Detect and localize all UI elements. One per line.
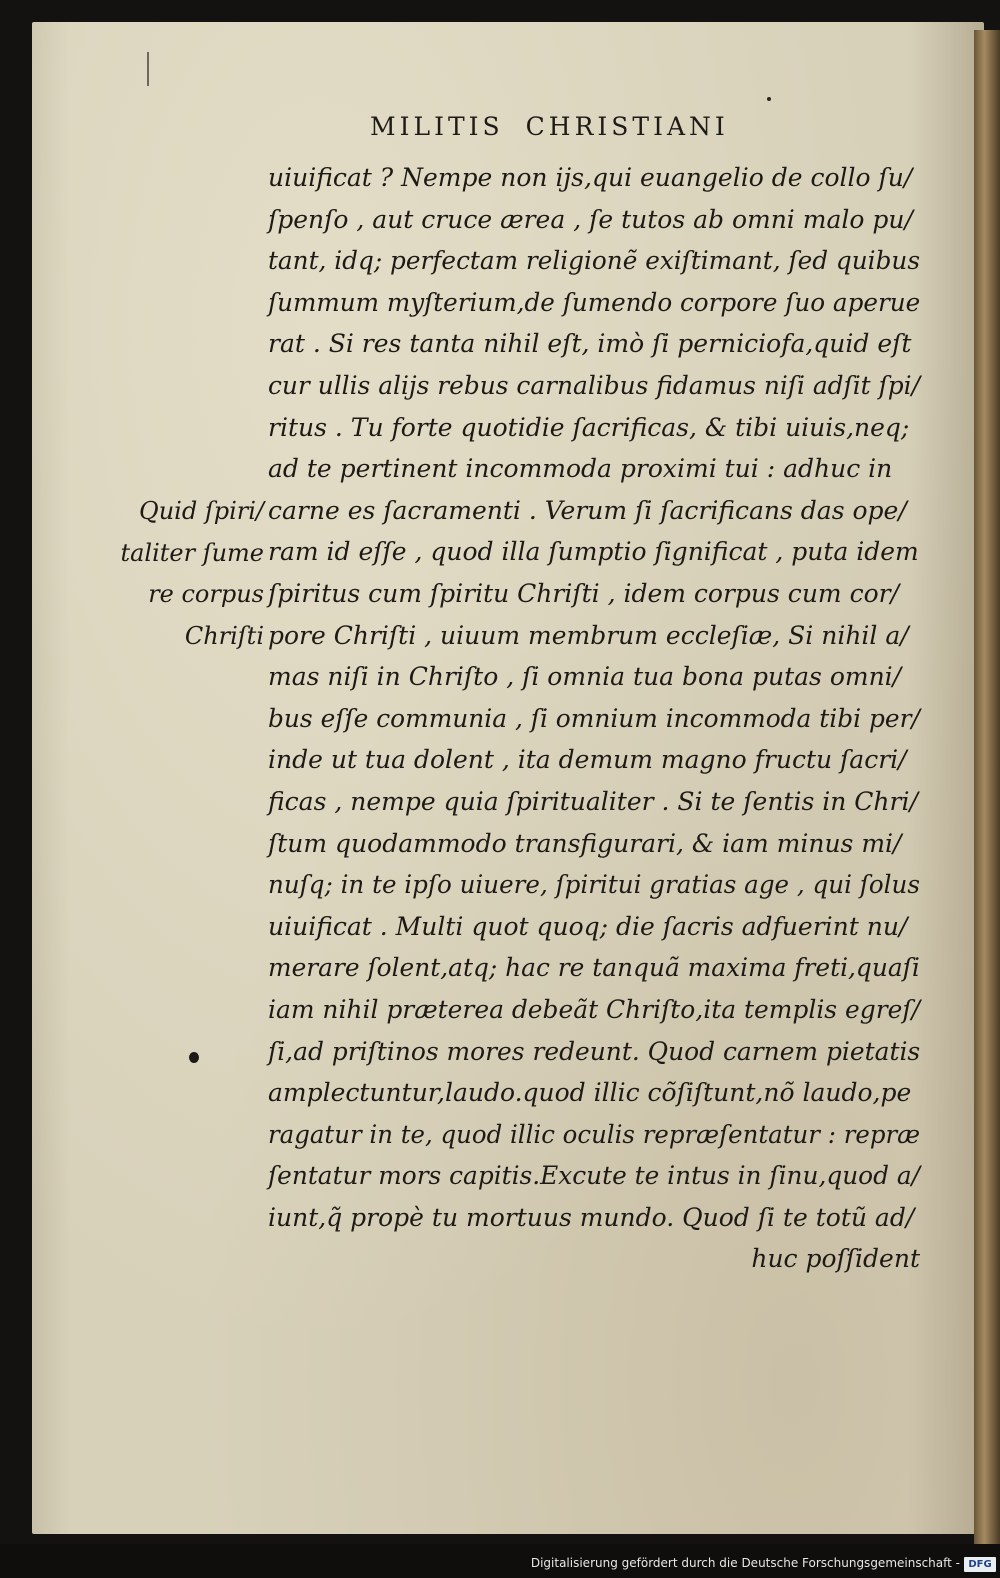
body-line: ſpenſo , aut cruce ærea , ſe tutos ab omni malo pu/ (268, 204, 913, 234)
footer-credit: Digitalisierung gefördert durch die Deutsche Forschungsgemeinschaft - (530, 1556, 960, 1570)
body-line: ſentatur mors capitis.Excute te intus in ſinu,quod a/ (268, 1161, 921, 1191)
gloss-line: Chriſti (184, 621, 264, 650)
body-line: ragatur in te, quod illic oculis repræſentatur : repræ (268, 1119, 921, 1149)
body-line: ſtum quodammodo transfigurari, & iam minus mi/ (268, 828, 902, 858)
body-line: ram id eſſe , quod illa ſumptio ſignificat , puta idem (268, 537, 919, 567)
digitization-footer (0, 1544, 1000, 1578)
gloss-line: taliter ſume (120, 538, 264, 567)
ink-speck (767, 97, 771, 101)
body-line: ficas , nempe quia ſpiritualiter . Si te ſentis in Chri/ (268, 787, 918, 816)
body-line: carne es ſacramenti . Verum ſi ſacrificans das ope/ (268, 495, 907, 525)
body-line: merare ſolent,atq; hac re tanquã maxima freti,quaſi (268, 953, 920, 983)
body-line: amplectuntur,laudo.quod illic cõſiſtunt,nõ laudo,pe (268, 1078, 912, 1108)
running-head (370, 112, 729, 141)
margin-mark (147, 52, 149, 86)
body-line: ſpiritus cum ſpiritu Chriſti , idem corpus cum cor/ (268, 579, 899, 608)
gloss-line: re corpus (148, 580, 264, 609)
body-line: pore Chriſti , uiuum membrum eccleſiæ, Si nihil a/ (268, 620, 909, 650)
dfg-logo: DFG (964, 1557, 996, 1572)
body-line-last: huc poſſident (751, 1244, 920, 1273)
body-line: ad te pertinent incommoda proximi tui : adhuc in (268, 454, 893, 484)
body-line: cur ullis alijs rebus carnalibus fidamus niſi adſit ſpi/ (268, 371, 921, 400)
body-line: ritus . Tu forte quotidie ſacrificas, & tibi uiuis,neq; (268, 412, 910, 442)
body-line: ſi,ad priſtinos mores redeunt. Quod carnem pietatis (268, 1036, 921, 1066)
book-gutter (974, 30, 1000, 1570)
body-line: rat . Si res tanta nihil eſt, imò ſi perniciofa,quid eſt (268, 329, 912, 359)
body-line: mas niſi in Chriſto , ſi omnia tua bona putas omni/ (268, 662, 902, 692)
running-head-word-1: MILITIS (370, 112, 504, 141)
body-line: bus eſſe communia , ſi omnium incommoda tibi per/ (268, 703, 920, 733)
running-head-word-2: CHRISTIANI (525, 112, 729, 141)
body-line: tant, idq; perfectam religionẽ exiſtimant, ſed quibus (268, 246, 921, 276)
body-line: uiuificat . Multi quot quoq; die ſacris adfuerint nu/ (268, 911, 908, 941)
gloss-line: Quid ſpiri/ (139, 497, 264, 525)
body-line: iunt,q̃ propè tu mortuus mundo. Quod ſi te totũ ad/ (268, 1203, 915, 1232)
body-line: uiuificat ? Nempe non ijs,qui euangelio de collo ſu/ (268, 163, 913, 192)
body-line: nuſq; in te ipſo uiuere, ſpiritui gratias age , qui ſolus (268, 870, 920, 900)
body-line: ſummum myſterium,de ſumendo corpore ſuo aperue (268, 287, 921, 317)
margin-ink-blot (189, 1052, 199, 1063)
body-line: iam nihil præterea debeãt Chriſto,ita templis egreſ/ (268, 995, 921, 1024)
body-line: inde ut tua dolent , ita demum magno fructu ſacri/ (268, 745, 907, 775)
